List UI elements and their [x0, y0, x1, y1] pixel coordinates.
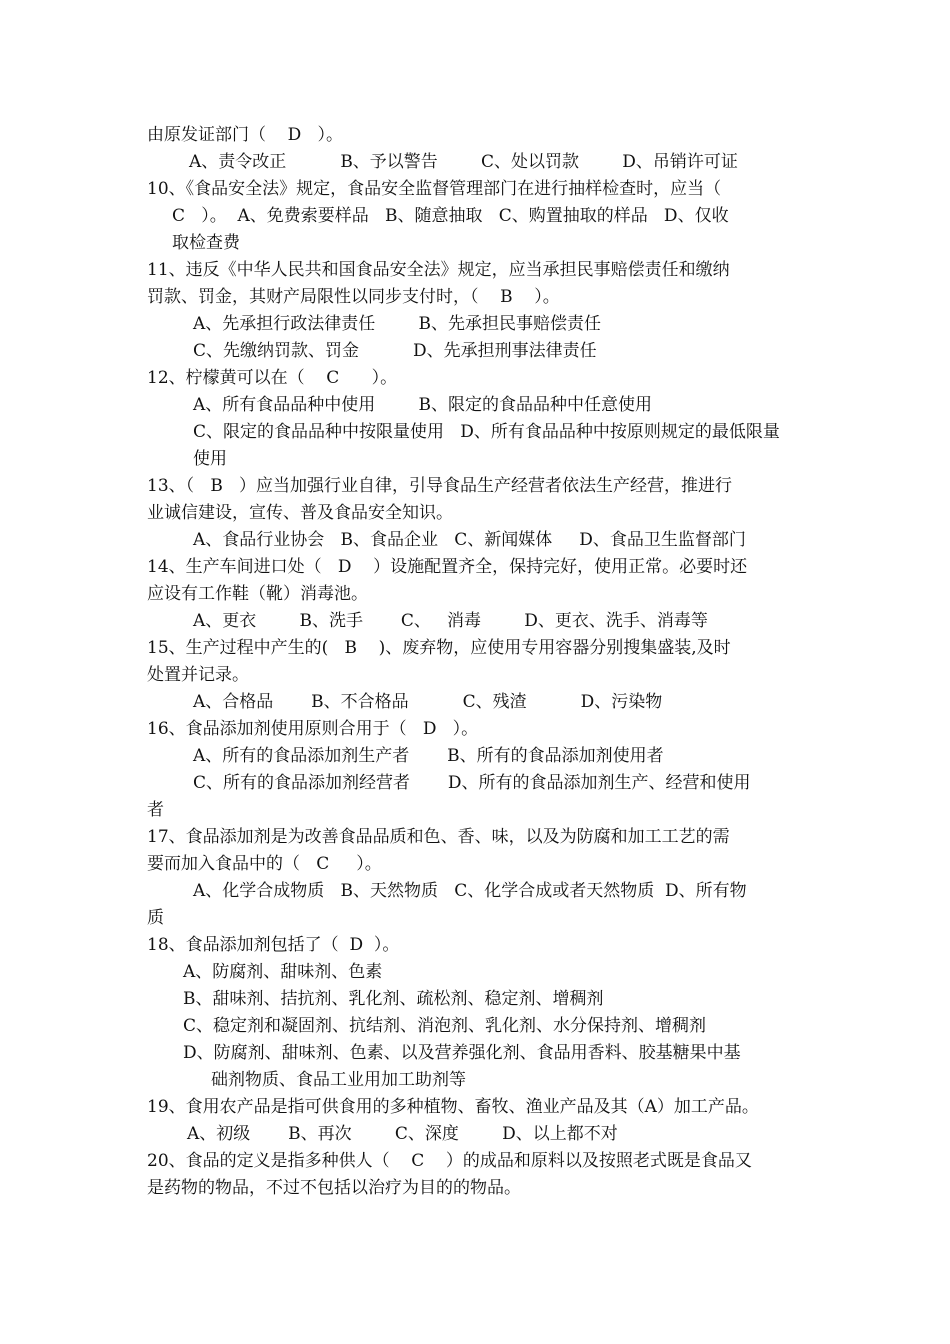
text-line: A、更衣 B、洗手 C、 消毒 D、更衣、洗手、消毒等 [193, 611, 708, 631]
text-line: A、食品行业协会 B、食品企业 C、新闻媒体 D、食品卫生监督部门 [193, 530, 746, 550]
text-line: D、防腐剂、甜味剂、色素、以及营养强化剂、食品用香料、胶基糖果中基 [183, 1043, 741, 1063]
text-line: 10、《食品安全法》规定，食品安全监督管理部门在进行抽样检查时，应当（ [147, 179, 722, 199]
text-line: 业诚信建设，宣传、普及食品安全知识。 [147, 503, 453, 523]
text-line: B、甜味剂、拮抗剂、乳化剂、疏松剂、稳定剂、增稠剂 [183, 989, 604, 1009]
text-line: 17、食品添加剂是为改善食品品质和色、香、味，以及为防腐和加工工艺的需 [147, 827, 730, 847]
text-line: 应设有工作鞋（靴）消毒池。 [147, 584, 368, 604]
text-line: C ）。 A、免费索要样品 B、随意抽取 C、购置抽取的样品 D、仅收 [172, 206, 729, 226]
text-line: 础剂物质、食品工业用加工助剂等 [211, 1070, 466, 1090]
text-line: 13、（ B ）应当加强行业自律，引导食品生产经营者依法生产经营，推进行 [147, 476, 733, 496]
text-line: 16、食品添加剂使用原则合用于（ D ）。 [147, 719, 479, 739]
text-line: 11、违反《中华人民共和国食品安全法》规定，应当承担民事赔偿责任和缴纳 [147, 260, 730, 280]
text-line: C、先缴纳罚款、罚金 D、先承担刑事法律责任 [193, 341, 597, 361]
text-line: 18、食品添加剂包括了（ D ）。 [147, 935, 400, 955]
text-line: A、合格品 B、不合格品 C、残渣 D、污染物 [193, 692, 663, 712]
text-line: A、先承担行政法律责任 B、先承担民事赔偿责任 [193, 314, 601, 334]
text-line: 处置并记录。 [147, 665, 249, 685]
text-line: 是药物的物品，不过不包括以治疗为目的的物品。 [147, 1178, 521, 1198]
text-line: 12、柠檬黄可以在（ C ）。 [147, 368, 398, 388]
text-line: 20、食品的定义是指多种供人（ C ）的成品和原料以及按照老式既是食品又 [147, 1151, 752, 1171]
text-line: 罚款、罚金，其财产局限性以同步支付时，（ B ）。 [147, 287, 560, 307]
text-line: A、初级 B、再次 C、深度 D、以上都不对 [187, 1124, 618, 1144]
text-line: 要而加入食品中的（ C ）。 [147, 854, 382, 874]
text-line: 使用 [193, 449, 227, 469]
text-line: 19、食用农产品是指可供食用的多种植物、畜牧、渔业产品及其（A）加工产品。 [147, 1097, 759, 1117]
text-line: A、防腐剂、甜味剂、色素 [183, 962, 383, 982]
text-line: C、稳定剂和凝固剂、抗结剂、消泡剂、乳化剂、水分保持剂、增稠剂 [183, 1016, 707, 1036]
text-line: A、所有食品品种中使用 B、限定的食品品种中任意使用 [193, 395, 652, 415]
text-line: 15、生产过程中产生的( B )、废弃物，应使用专用容器分别搜集盛装,及时 [147, 638, 731, 658]
text-line: 由原发证部门（ D ）。 [147, 125, 343, 145]
text-line: A、责令改正 B、予以警告 C、处以罚款 D、吊销许可证 [189, 152, 738, 172]
text-line: A、所有的食品添加剂生产者 B、所有的食品添加剂使用者 [193, 746, 664, 766]
text-line: C、限定的食品品种中按限量使用 D、所有食品品种中按原则规定的最低限量 [193, 422, 780, 442]
text-line: A、化学合成物质 B、天然物质 C、化学合成或者天然物质 D、所有物 [193, 881, 747, 901]
text-line: 者 [147, 800, 164, 820]
text-line: 取检查费 [172, 233, 240, 253]
text-line: C、所有的食品添加剂经营者 D、所有的食品添加剂生产、经营和使用 [193, 773, 751, 793]
text-line: 14、生产车间进口处（ D ）设施配置齐全，保持完好，使用正常。必要时还 [147, 557, 748, 577]
text-line: 质 [147, 908, 164, 928]
